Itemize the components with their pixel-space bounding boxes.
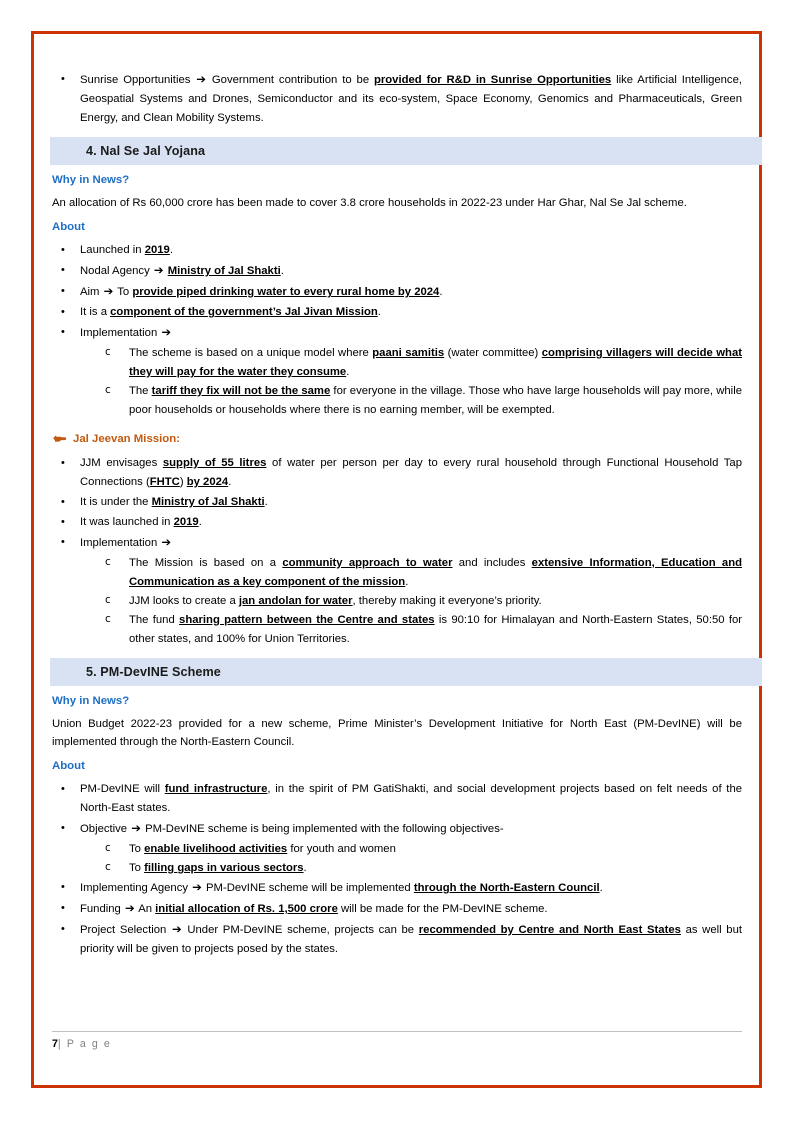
sub-bullet-post: . — [346, 366, 350, 379]
bullet-highlight-1: through the North-Eastern Council — [413, 882, 600, 895]
list-item — [99, 344, 742, 382]
list-item — [52, 819, 742, 839]
about-bullet-list-4 — [52, 241, 742, 343]
arrow-icon: ➔ — [103, 284, 114, 299]
list-item — [52, 780, 742, 818]
bullet-text-after: like Artificial Intelligence, Geospatial Systems and Drones, Semiconductor and its eco-system, Space Economy, Genomics and Pharmaceuticals, Green Energy, and Clean Mobility Systems. — [80, 74, 743, 124]
why-in-news-heading-5: Why in News? — [52, 694, 130, 707]
bullet-mid: of water per person per day to every rural household through Functional Household Tap Connections ( — [80, 456, 742, 488]
bullet-icon: • — [61, 515, 65, 528]
bullet-highlight: Ministry of Jal Shakti — [167, 265, 281, 278]
sub-bullet-icon: c — [105, 612, 111, 625]
bullet-pre: Project Selection — [80, 923, 171, 936]
sub-bullet-pre: To — [129, 862, 145, 875]
sub-bullet-mid: and includes — [452, 556, 532, 569]
page-content — [52, 70, 742, 960]
bullet-icon: • — [61, 822, 65, 835]
bullet-pre: Implementation — [80, 327, 161, 340]
bullet-icon: • — [61, 326, 65, 339]
bullet-icon: • — [61, 285, 65, 298]
sub-bullet-pre: JJM looks to create a — [129, 594, 239, 607]
bullet-icon: • — [61, 264, 65, 277]
bullet-pre: JJM envisages — [80, 456, 163, 469]
sub-bullet-pre: The Mission is based on a — [129, 556, 283, 569]
page-footer — [52, 1031, 742, 1050]
list-item — [52, 323, 742, 343]
bullet-icon: • — [61, 535, 65, 548]
bullet-highlight-1: supply of 55 litres — [162, 456, 267, 469]
bullet-post: . — [228, 475, 232, 488]
bullet-icon: • — [61, 73, 65, 85]
sub-bullet-highlight-1: sharing pattern between the Centre and states — [179, 613, 435, 626]
jal-jeevan-mission-label: Jal Jeevan Mission: — [73, 433, 180, 446]
bullet-pre: Implementing Agency — [80, 882, 192, 895]
sub-bullet-post: . — [405, 575, 409, 588]
jal-jeevan-mission-heading — [52, 433, 742, 446]
sub-bullet-pre: The — [129, 384, 152, 397]
sub-bullet-mid: is 90:10 for Himalayan and North-Eastern States, 50:50 for other states, and 100% for Union Territories. — [129, 613, 742, 645]
sub-bullet-highlight-1: filling gaps in various sectors — [144, 862, 304, 875]
pointing-hand-icon — [52, 433, 67, 446]
top-bullet-list — [52, 70, 742, 128]
sub-bullet-icon: c — [105, 555, 111, 568]
arrow-icon: ➔ — [171, 921, 182, 936]
sub-bullet-highlight-1: paani samitis — [372, 347, 445, 360]
bullet-pre: Launched in — [80, 244, 145, 257]
section-heading-nal-se-jal: 4. Nal Se Jal Yojana — [50, 137, 762, 165]
arrow-icon: ➔ — [161, 325, 172, 340]
list-item — [52, 899, 742, 919]
list-item — [52, 241, 742, 260]
arrow-icon: ➔ — [192, 880, 202, 895]
jjm-sub-bullet-list — [52, 554, 742, 649]
bullet-pre: Aim — [80, 286, 103, 299]
sub-bullet-icon: c — [105, 842, 111, 855]
bullet-pre: It is under the — [80, 495, 152, 508]
bullet-highlight-1: 2019 — [173, 515, 199, 528]
bullet-pre: Implementation — [80, 536, 161, 549]
arrow-icon: ➔ — [196, 72, 206, 86]
about-sub-bullet-list-4 — [52, 344, 742, 420]
arrow-icon: ➔ — [161, 534, 172, 549]
list-item — [52, 303, 742, 322]
list-item — [52, 920, 742, 959]
bullet-highlight: component of the government’s Jal Jivan Mission — [110, 306, 378, 319]
bullet-post: will be made for the PM-DevINE scheme. — [337, 903, 548, 916]
list-item — [52, 261, 742, 281]
bullet-highlight-1: initial allocation of Rs. 1,500 crore — [155, 903, 338, 916]
bullet-mid: PM-DevINE scheme is being implemented with the following objectives- — [141, 823, 504, 836]
bullet-mid: To — [114, 286, 133, 299]
list-item — [52, 282, 742, 302]
bullet-icon: • — [61, 902, 65, 915]
bullet-post: . — [169, 244, 173, 257]
bullet-post: . — [280, 265, 284, 278]
bullet-icon: • — [61, 244, 65, 257]
sub-bullet-mid: for youth and women — [287, 843, 396, 856]
sub-bullet-icon: c — [105, 383, 111, 396]
list-item — [52, 454, 742, 492]
bullet-icon: • — [61, 922, 65, 935]
sub-bullet-highlight-2: comprising villagers will decide what they will pay for the water they consume — [129, 347, 742, 379]
list-item — [99, 611, 742, 649]
bullet-post: . — [377, 306, 381, 319]
bullet-mid: , in the spirit of PM GatiShakti, and social development projects based on felt needs of the North-East states. — [80, 783, 743, 815]
sub-bullet-highlight-1: enable livelihood activities — [144, 843, 288, 856]
about-heading-5: About — [52, 760, 85, 773]
bullet-highlight-1: recommended by Centre and North East States — [418, 923, 681, 936]
sub-bullet-highlight-1: jan andolan for water — [238, 594, 353, 607]
bullet-icon: • — [61, 495, 65, 508]
list-item — [99, 382, 742, 420]
bullet-pre: Funding — [80, 903, 124, 916]
sub-bullet-post: . — [303, 862, 307, 875]
arrow-icon: ➔ — [153, 263, 164, 278]
sub-bullet-highlight-2: extensive Information, Education and Communication as a key component of the mission — [129, 556, 743, 588]
bullet-icon: • — [61, 306, 65, 319]
sub-bullet-icon: c — [105, 346, 111, 359]
bullet-mid: PM-DevINE scheme will be implemented — [202, 882, 414, 895]
why-in-news-text-5: Union Budget 2022-23 provided for a new scheme, Prime Minister’s Development Initiative for North East (PM-DevINE) will be implemented through the North-Eastern Council. — [52, 717, 742, 748]
bullet-highlight-2: FHTC — [149, 475, 180, 488]
bullet-post: . — [198, 515, 202, 528]
footer-label: P a g e — [66, 1038, 112, 1050]
bullet-highlight-1: fund infrastructure — [164, 783, 268, 796]
sub-bullet-mid: , thereby making it everyone’s priority. — [352, 594, 542, 607]
bullet-highlight: 2019 — [144, 244, 170, 257]
sub-bullet-pre: The scheme is based on a unique model where — [129, 347, 373, 360]
arrow-icon: ➔ — [131, 821, 141, 836]
why-in-news-heading-4: Why in News? — [52, 173, 130, 186]
bullet-mid-2: ) — [179, 475, 187, 488]
bullet-mid: Under PM-DevINE scheme, projects can be — [182, 923, 419, 936]
sub-bullet-icon: c — [105, 861, 111, 874]
bullet-icon: • — [61, 783, 65, 796]
arrow-icon: ➔ — [124, 901, 135, 916]
bullet-icon: • — [61, 881, 65, 894]
footer-separator: | — [57, 1038, 63, 1050]
about-heading-4: About — [52, 221, 85, 234]
footer-text — [52, 1038, 742, 1050]
page-number: 7 — [52, 1038, 58, 1050]
objectives-sub-bullet-list — [52, 840, 742, 878]
list-item — [99, 840, 742, 859]
about-bullet-list-5-after — [52, 878, 742, 959]
bullet-pre: It was launched in — [80, 515, 174, 528]
bullet-post: . — [599, 882, 603, 895]
about-bullet-list-5 — [52, 780, 742, 839]
sub-bullet-mid: (water committee) — [444, 347, 542, 360]
why-in-news-text-4: An allocation of Rs 60,000 crore has been made to cover 3.8 crore households in 2022-23 under Har Ghar, Nal Se Jal scheme. — [52, 196, 687, 209]
bullet-post: . — [439, 286, 443, 299]
sub-bullet-highlight-1: community approach to water — [282, 556, 453, 569]
bullet-icon: • — [61, 456, 65, 469]
sub-bullet-pre: To — [129, 843, 145, 856]
footer-divider — [52, 1031, 742, 1032]
list-item — [52, 533, 742, 553]
bullet-post: . — [264, 495, 268, 508]
section-heading-pm-devine: 5. PM-DevINE Scheme — [50, 658, 762, 686]
sub-bullet-icon: c — [105, 593, 111, 606]
list-item — [52, 513, 742, 532]
sub-bullet-highlight-1: tariff they fix will not be the same — [151, 384, 331, 397]
list-item — [52, 70, 742, 128]
bullet-text-before: Government contribution to be — [211, 74, 374, 86]
bullet-pre: Objective — [80, 823, 131, 836]
list-item — [52, 493, 742, 512]
list-item — [99, 859, 742, 878]
list-item — [99, 554, 742, 592]
bullet-highlight: provided for R&D in Sunrise Opportunities — [373, 74, 612, 86]
bullet-mid: An — [135, 903, 156, 916]
list-item — [99, 592, 742, 611]
list-item — [52, 878, 742, 898]
jjm-bullet-list — [52, 454, 742, 553]
bullet-pre: It is a — [80, 306, 111, 319]
bullet-lead: Sunrise Opportunities — [80, 74, 191, 86]
bullet-highlight-1: Ministry of Jal Shakti — [151, 495, 265, 508]
sub-bullet-pre: The fund — [129, 613, 180, 626]
bullet-highlight-3: by 2024 — [186, 475, 229, 488]
bullet-highlight: provide piped drinking water to every rural home by 2024 — [132, 286, 440, 299]
sub-bullet-mid: for everyone in the village. Those who have large households will pay more, while poor households or households where there is no earning member, will be exempted. — [129, 384, 742, 416]
bullet-pre: Nodal Agency — [80, 265, 153, 278]
bullet-post: as well but priority will be given to projects posed by the states. — [80, 923, 742, 955]
bullet-pre: PM-DevINE will — [80, 783, 165, 796]
